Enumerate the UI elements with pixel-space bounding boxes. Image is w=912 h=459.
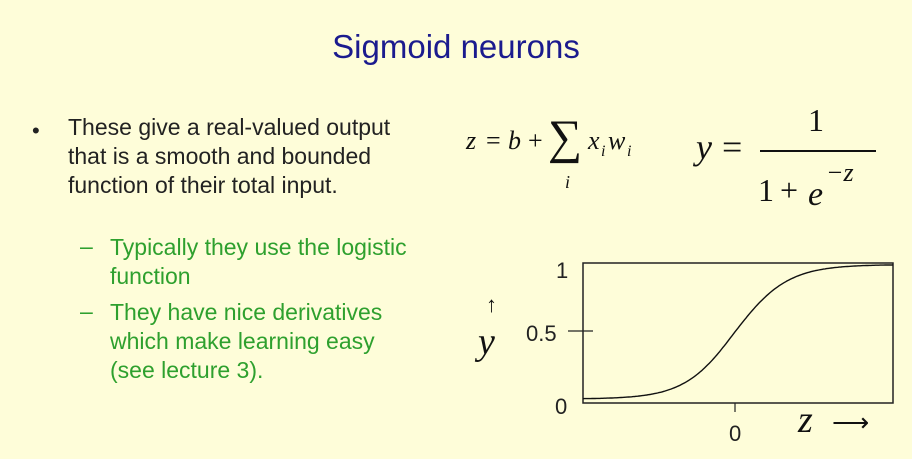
main-bullet-text: These give a real-valued output that is a smooth and bounded function of their total input. — [68, 114, 391, 198]
y-tick-label-0-5: 0.5 — [526, 321, 557, 346]
sub-bullet-text-1: Typically they use the logistic function — [110, 234, 407, 289]
eq2-exponent: −z — [826, 158, 854, 187]
eq1-w: w — [608, 126, 626, 155]
bullet-marker: • — [32, 118, 40, 143]
eq1-x-sub: i — [601, 143, 606, 160]
eq2-numerator: 1 — [808, 102, 824, 138]
eq2-denom-e: e — [808, 176, 824, 213]
eq1-plus: + — [528, 126, 543, 155]
plot-frame — [583, 263, 893, 403]
y-tick-label-0: 0 — [555, 394, 568, 419]
sub-bullet-text-2: They have nice derivatives which make learning easy (see lecture 3). — [110, 299, 383, 383]
eq2-denom-plus: + — [780, 172, 799, 208]
eq1-z: z — [466, 126, 477, 155]
eq1-b: b — [508, 126, 521, 155]
eq1-x: x — [588, 126, 600, 155]
sub-bullet-dash-2: – — [80, 298, 93, 324]
eq1-equals: = — [486, 126, 501, 155]
slide-title: Sigmoid neurons — [332, 28, 580, 65]
sub-bullet-dash-1: – — [80, 233, 93, 259]
y-axis-arrow: ↑ — [486, 292, 497, 317]
eq2-denom-one: 1 — [758, 172, 774, 208]
eq1-sum-symbol: ∑ — [548, 111, 583, 164]
y-tick-label-1: 1 — [556, 258, 569, 283]
x-tick-label-0: 0 — [729, 421, 742, 446]
eq2-y: y — [696, 127, 712, 167]
eq1-w-sub: i — [627, 143, 632, 160]
eq1-sum-index: i — [565, 172, 571, 192]
x-axis-label: z — [798, 399, 813, 441]
y-axis-label: y — [478, 321, 495, 363]
x-axis-arrow: ⟶ — [832, 408, 870, 437]
eq2-equals: = — [722, 127, 743, 167]
sigmoid-curve — [583, 265, 893, 399]
